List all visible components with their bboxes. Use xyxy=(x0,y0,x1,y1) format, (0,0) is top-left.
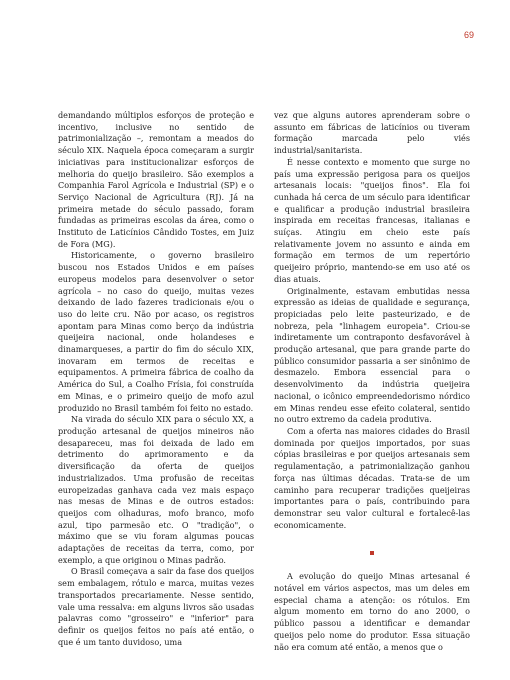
paragraph: É nesse contexto e momento que surge no país uma expressão perigosa para os queijos artesanais locais: "queijos finos". Ela foi cunhada há cerca de um século para identificar e qualificar a produção industrial brasileira inspirada em receitas francesas, italianas e suíças. Atingiu em cheio este país relativamente jovem no assunto e ainda em formação em termos de um repertório queijeiro próprio, mantendo-se em uso até os dias atuais. xyxy=(274,156,470,284)
paragraph: vez que alguns autores aprenderam sobre o assunto em fábricas de laticínios ou tiveram formação marcada pelo viés industrial/sanitarista. xyxy=(274,110,470,156)
page-number: 69 xyxy=(463,30,474,40)
paragraph: Com a oferta nas maiores cidades do Brasil dominada por queijos importados, por suas cópias brasileiras e por queijos artesanais sem regulamentação, a patrimonialização ganhou força nas últimas décadas. Trata-se de um caminho para recuperar tradições queijeiras importantes para o país, contribuindo para demonstrar seu valor cultural e fortalecê-las economicamente. xyxy=(274,425,470,530)
right-column xyxy=(274,110,470,653)
paragraph: demandando múltiplos esforços de proteção e incentivo, inclusive no sentido de patrimonialização –, remontam a meados do século XIX. Naquela época começaram a surgir iniciativas para institucionalizar esforços de melhoria do queijo brasileiro. São exemplos a Companhia Farol Agrícola e Industrial (SP) e o Serviço Nacional de Agricultura (RJ). Já na primeira metade do século passado, foram fundadas as primeiras escolas da área, como o Instituto de Laticínios Cândido Tostes, em Juiz de Fora (MG). xyxy=(58,110,254,249)
paragraph: O Brasil começava a sair da fase dos queijos sem embalagem, rótulo e marca, muitas vezes transportados precariamente. Nesse sentido, vale uma ressalva: em alguns livros são usadas palavras como "grosseiro" e "inferior" para definir os queijos feitos no país até então, o que é um tanto duvidoso, uma xyxy=(58,566,254,647)
left-column xyxy=(58,110,254,648)
paragraph: Na virada do século XIX para o século XX, a produção artesanal de queijos mineiros não desapareceu, mas foi deixada de lado em detrimento do aprimoramento e da diversificação da oferta de queijos industrializados. Uma profusão de receitas europeizadas ganhava cada vez mais espaço nas mesas de Minas e de outros estados: queijos com olhaduras, mofo branco, mofo azul, tipo parmesão etc. O "tradição", o máximo que se viu foram algumas poucas adaptações de receitas da terra, como, por exemplo, a que originou o Minas padrão. xyxy=(58,414,254,565)
paragraph: A evolução do queijo Minas artesanal é notável em vários aspectos, mas um deles em especial chama a atenção: os rótulos. Em algum momento em torno do ano 2000, o público passou a identificar e demandar queijos pelo nome do produtor. Essa situação não era comum até então, a menos que o xyxy=(274,571,470,652)
section-ornament xyxy=(370,551,374,555)
paragraph: Historicamente, o governo brasileiro buscou nos Estados Unidos e em países europeus modelos para desenvolver o setor agrícola – no caso do queijo, muitas vezes deixando de lado fazeres tradicionais e/ou o uso do leite cru. Não por acaso, os registros apontam para Minas como berço da indústria queijeira nacional, onde holandeses e dinamarqueses, a partir do fim do século XIX, inovaram em termos de receitas e equipamentos. A primeira fábrica de coalho da América do Sul, a Coalho Frísia, foi construída em Minas, e o primeiro queijo de mofo azul produzido no Brasil também foi feito no estado. xyxy=(58,250,254,413)
paragraph: Originalmente, estavam embutidas nessa expressão as ideias de qualidade e segurança, propiciadas pelo leite pasteurizado, e de nobreza, pela "linhagem europeia". Criou-se indiretamente um contraponto desfavorável à produção artesanal, que para grande parte do público consumidor passaria a ser sinônimo de desmazelo. Embora essencial para o desenvolvimento da indústria queijeira nacional, o icônico empreendedorismo nórdico em Minas rendeu esse efeito colateral, sentido no outro extremo da cadeia produtiva. xyxy=(274,285,470,425)
